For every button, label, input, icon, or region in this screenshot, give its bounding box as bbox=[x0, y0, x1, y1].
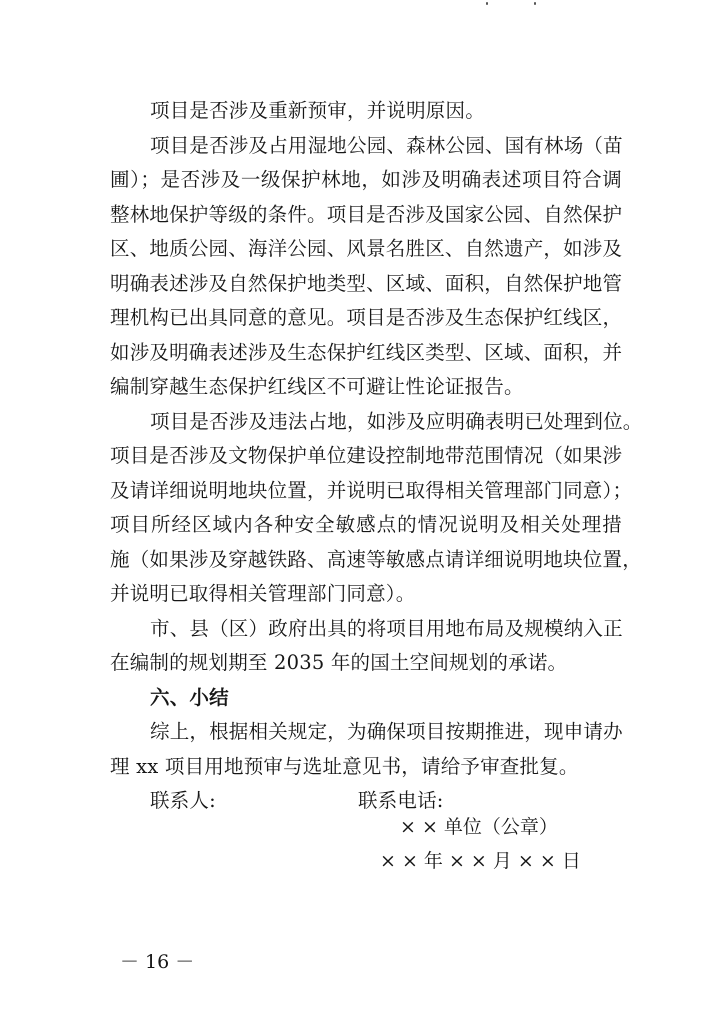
paragraph-line: 整林地保护等级的条件。项目是否涉及国家公园、自然保护 bbox=[110, 202, 623, 226]
paragraph-line: 及请详细说明地块位置，并说明已取得相关管理部门同意）； bbox=[110, 478, 633, 502]
signature-date: × × 年 × × 月 × × 日 bbox=[380, 850, 581, 872]
paragraph-line: 圃）；是否涉及一级保护林地，如涉及明确表述项目符合调 bbox=[110, 168, 622, 191]
paragraph-line: 并说明已取得相关管理部门同意）。 bbox=[110, 582, 416, 605]
paragraph-line: 项目所经区域内各种安全敏感点的情况说明及相关处理措 bbox=[110, 513, 622, 536]
page-number: － 16 － bbox=[120, 951, 195, 973]
document-body bbox=[110, 94, 643, 819]
paragraph-line: 明确表述涉及自然保护地类型、区域、面积，自然保护地管 bbox=[110, 271, 623, 295]
paragraph-line: 编制穿越生态保护红线区不可避让性论证报告。 bbox=[110, 375, 524, 398]
paragraph-line: 理机构已出具同意的意见。项目是否涉及生态保护红线区， bbox=[110, 306, 623, 329]
paragraph-line: 项目是否涉及重新预审，并说明原因。 bbox=[150, 99, 485, 122]
summary-line: 理 xx 项目用地预审与选址意见书，请给予审查批复。 bbox=[110, 754, 579, 778]
contact-phone-label: 联系电话: bbox=[358, 789, 444, 812]
summary-line: 综上，根据相关规定，为确保项目按期推进，现申请办 bbox=[150, 720, 623, 743]
signature-unit: × × 单位（公章） bbox=[400, 816, 558, 838]
paragraph-line: 项目是否涉及违法占地，如涉及应明确表明已处理到位。 bbox=[150, 409, 643, 433]
paragraph-line: 如涉及明确表述涉及生态保护红线区类型、区域、面积，并 bbox=[110, 340, 623, 364]
paragraph-line: 市、县（区）政府出具的将项目用地布局及规模纳入正 bbox=[150, 616, 623, 640]
section-heading: 六、小结 bbox=[150, 685, 229, 709]
paragraph-line: 项目是否涉及文物保护单位建设控制地带范围情况（如果涉 bbox=[110, 444, 623, 467]
paragraph-line: 在编制的规划期至 2035 年的国土空间规划的承诺。 bbox=[110, 651, 568, 674]
contact-person-label: 联系人: bbox=[150, 789, 216, 812]
paragraph-line: 施（如果涉及穿越铁路、高速等敏感点请详细说明地块位置， bbox=[110, 547, 642, 571]
paragraph-line: 项目是否涉及占用湿地公园、森林公园、国有林场（苗 bbox=[150, 133, 623, 157]
paragraph-line: 区、地质公园、海洋公园、风景名胜区、自然遗产，如涉及 bbox=[110, 237, 623, 260]
scan-mark bbox=[486, 2, 546, 12]
signature-block bbox=[380, 810, 610, 878]
